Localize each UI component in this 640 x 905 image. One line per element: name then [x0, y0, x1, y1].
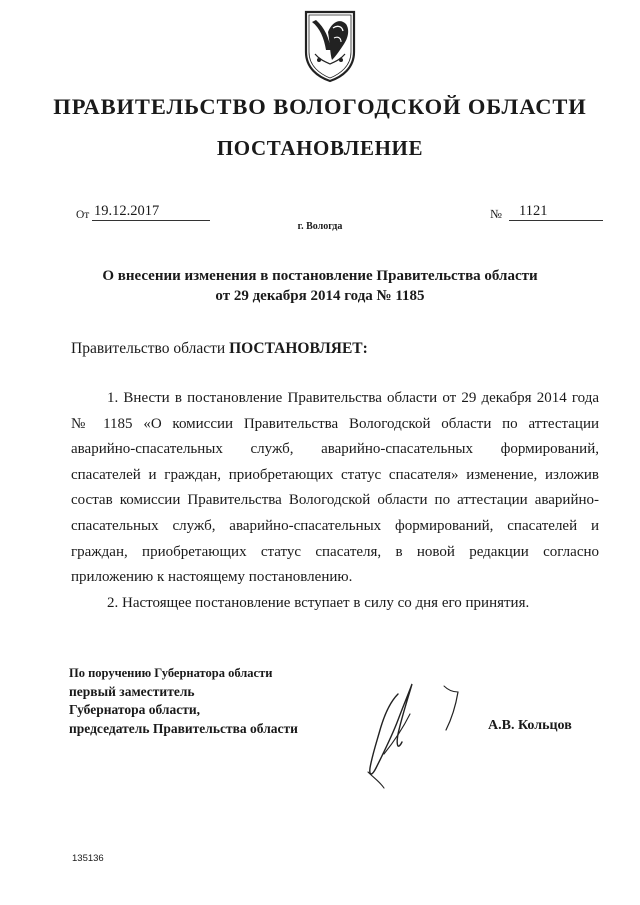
number-label: № — [490, 207, 502, 221]
document-date: 19.12.2017 — [92, 202, 210, 221]
handwritten-signature — [340, 664, 480, 794]
preamble-text: Правительство области — [71, 340, 226, 357]
document-body — [71, 386, 599, 616]
preamble — [71, 340, 368, 358]
preamble-decree: ПОСТАНОВЛЯЕТ: — [229, 340, 368, 357]
signatory-block — [69, 664, 298, 738]
coat-of-arms-emblem — [300, 8, 360, 84]
date-label: От — [76, 209, 90, 221]
signatory-line-2: первый заместитель — [69, 683, 195, 699]
subject-line-2: от 29 декабря 2014 года № 1185 — [215, 288, 425, 304]
city-name: г. Вологда — [297, 221, 343, 232]
document-subject — [60, 266, 580, 306]
signatory-line-1: По поручению Губернатора области — [69, 666, 273, 680]
signatory-line-4: председатель Правительства области — [69, 720, 298, 736]
paragraph-1: 1. Внести в постановление Правительства области от 29 декабря 2014 года № 1185 «О комиссии Правительства Вологодской области по аттестации аварийно-спасательных служб, аварийно-спасательных формирований, спасателей и граждан, приобретающих статус спасателя» изменение, изложив состав комиссии Правительства Вологодской области по аттестации аварийно-спасательных служб, аварийно-спасательных формирований, спасателей и граждан, приобретающих статус спасателя, в новой редакции согласно приложению к настоящему постановлению. — [71, 390, 599, 586]
signatory-line-3: Губернатора области, — [69, 702, 200, 717]
government-title: ПРАВИТЕЛЬСТВО ВОЛОГОДСКОЙ ОБЛАСТИ — [53, 94, 587, 119]
document-code: 135136 — [72, 853, 104, 864]
paragraph-2: 2. Настоящее постановление вступает в силу со дня его принятия. — [107, 594, 530, 611]
signer-name: А.В. Кольцов — [488, 718, 572, 733]
document-type-title: ПОСТАНОВЛЕНИЕ — [216, 136, 424, 160]
subject-line-1: О внесении изменения в постановление Правительства области — [102, 268, 538, 284]
document-number: 1121 — [509, 202, 603, 221]
